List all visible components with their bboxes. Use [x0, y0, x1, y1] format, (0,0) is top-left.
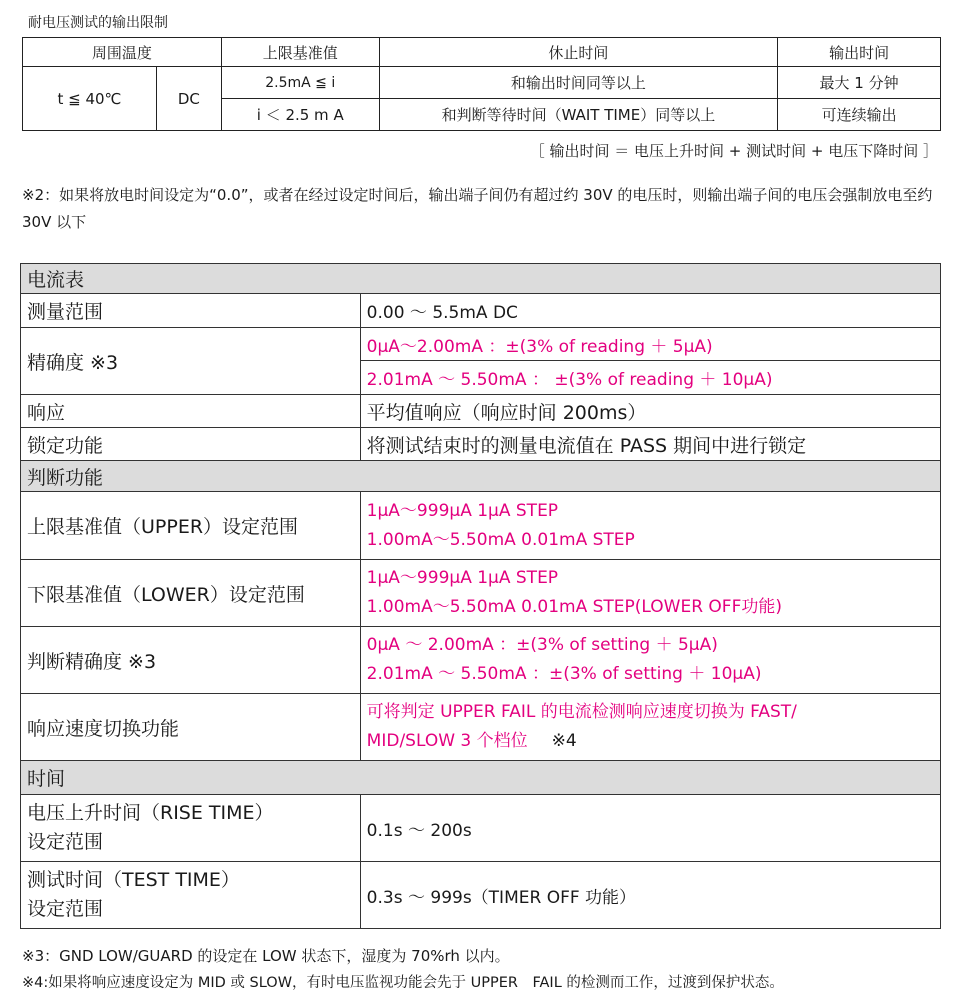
- row-label: 测量范围: [21, 294, 361, 328]
- output-cell: 可连续输出: [778, 99, 941, 131]
- spec-table: [20, 263, 941, 929]
- section-time: 时间: [21, 761, 941, 795]
- row-label: 响应: [21, 395, 361, 428]
- value-line: 2.01mA ～ 5.50mA ：±(3% of setting ＋ 10μA): [366, 664, 762, 684]
- value-line: 0μA ～ 2.00mA ：±(3% of setting ＋ 5μA): [366, 635, 718, 655]
- row-label: 判断精确度 ※3: [21, 627, 361, 694]
- header-output-time: 输出时间: [778, 38, 941, 67]
- row-label: [21, 795, 361, 862]
- limit-cell: 2.5mA ≦ i: [221, 67, 379, 99]
- section-judge: 判断功能: [21, 461, 941, 492]
- row-value: [360, 492, 940, 560]
- value-line: [367, 727, 940, 756]
- row-value: 将测试结束时的测量电流值在 PASS 期间中进行锁定: [360, 428, 940, 461]
- footnote-3: ※3：GND LOW/GUARD 的设定在 LOW 状态下，湿度为 70%rh 以内。: [22, 947, 510, 965]
- label-line: 设定范围: [27, 831, 104, 853]
- row-value: 平均值响应（响应时间 200ms）: [360, 395, 940, 428]
- row-value: [360, 627, 940, 694]
- row-label: 精确度 ※3: [21, 328, 361, 395]
- type-cell: DC: [156, 67, 221, 131]
- row-label: 下限基准值（LOWER）设定范围: [21, 560, 361, 627]
- rest-cell: 和判断等待时间（WAIT TIME）同等以上: [379, 99, 778, 131]
- row-value: 0μA～2.00mA ：±(3% of reading ＋ 5μA): [360, 328, 940, 361]
- label-line: 电压上升时间（RISE TIME）: [27, 802, 274, 824]
- label-line: 测试时间（TEST TIME）: [27, 869, 240, 891]
- output-time-formula: ［ 输出时间 ＝ 电压上升时间 + 测试时间 + 电压下降时间 ］: [529, 142, 938, 160]
- note-ref: ※4: [551, 731, 577, 751]
- value-text: MID/SLOW 3 个档位: [366, 731, 528, 751]
- row-value: 0.00 ～ 5.5mA DC: [360, 294, 940, 328]
- header-upper-limit: 上限基准值: [221, 38, 379, 67]
- footnote-4: ※4:如果将响应速度设定为 MID 或 SLOW，有时电压监视功能会先于 UPPER FAIL 的检测而工作，过渡到保护状态。: [22, 975, 784, 991]
- row-value: [360, 560, 940, 627]
- row-label: 响应速度切换功能: [21, 694, 361, 761]
- rest-cell: 和输出时间同等以上: [379, 67, 778, 99]
- temp-cell: t ≦ 40℃: [23, 67, 157, 131]
- table1-title: 耐电压测试的输出限制: [28, 15, 168, 31]
- section-ammeter: 电流表: [21, 264, 941, 294]
- header-ambient-temp: 周围温度: [23, 38, 222, 67]
- output-limit-table: [22, 37, 941, 131]
- note-2: ※2：如果将放电时间设定为“0.0”，或者在经过设定时间后，输出端子间仍有超过约 30V 的电压时，则输出端子间的电压会强制放电至约 30V 以下: [22, 186, 933, 231]
- row-value: [360, 694, 940, 761]
- row-label: 锁定功能: [21, 428, 361, 461]
- row-label: [21, 862, 361, 929]
- row-label: 上限基准值（UPPER）设定范围: [21, 492, 361, 560]
- label-line: 设定范围: [27, 898, 104, 920]
- value-line: 可将判定 UPPER FAIL 的电流检测响应速度切换为 FAST/: [366, 702, 797, 722]
- value-line: 1.00mA～5.50mA 0.01mA STEP: [366, 529, 635, 550]
- value-line: 1μA～999μA 1μA STEP: [366, 500, 559, 521]
- row-value: 0.1s ～ 200s: [360, 795, 940, 862]
- row-value: 2.01mA ～ 5.50mA ： ±(3% of reading ＋ 10μA): [360, 361, 940, 395]
- row-value: 0.3s ～ 999s（TIMER OFF 功能）: [360, 862, 940, 929]
- value-line: 1.00mA～5.50mA 0.01mA STEP(LOWER OFF功能): [366, 597, 782, 617]
- header-rest-time: 休止时间: [379, 38, 778, 67]
- output-cell: 最大 1 分钟: [778, 67, 941, 99]
- value-line: 1μA～999μA 1μA STEP: [366, 568, 559, 588]
- limit-cell: i ＜ 2.5 m A: [221, 99, 379, 131]
